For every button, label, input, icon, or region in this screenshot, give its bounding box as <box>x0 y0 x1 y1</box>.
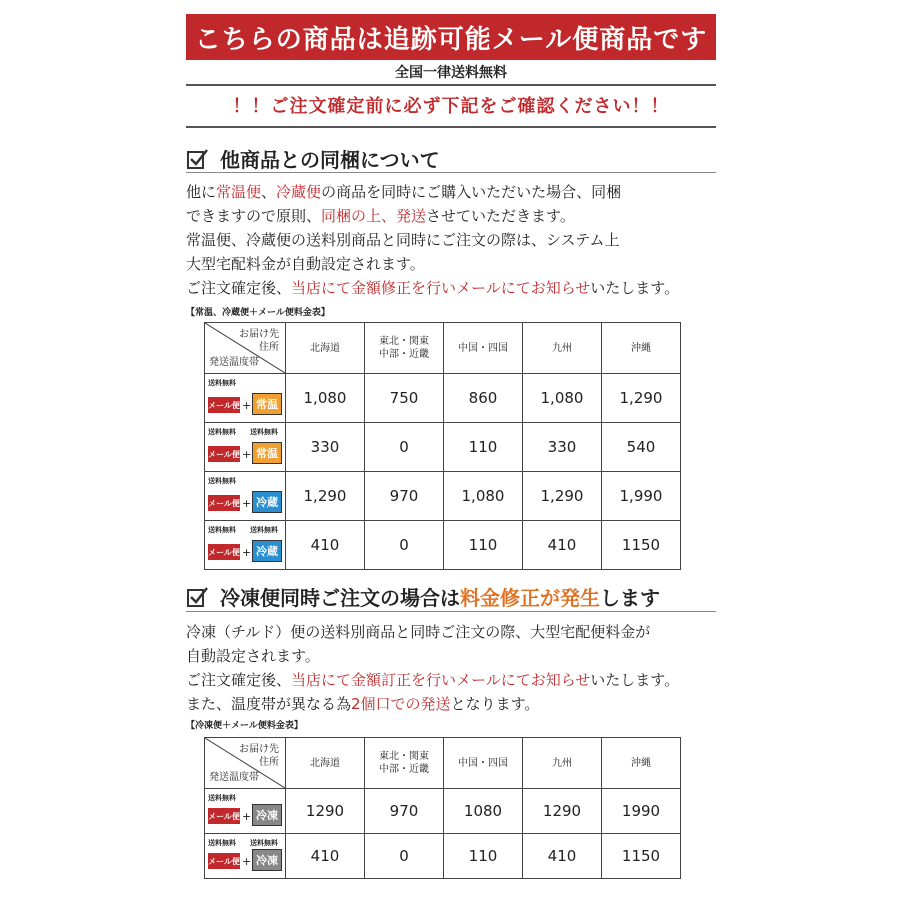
notice-text: ！！ご注文確定前に必ず下記をご確認ください！！ <box>232 96 670 117</box>
fee-cell: 410 <box>523 834 602 879</box>
table2-caption: 【冷凍便＋メール便料金表】 <box>186 721 303 731</box>
temperature-badge: 冷凍 <box>252 804 282 826</box>
plus-sign: + <box>242 399 252 412</box>
divider <box>186 126 716 128</box>
banner-title: こちらの商品は追跡可能メール便商品です <box>186 14 716 60</box>
column-header: 九州 <box>523 738 602 789</box>
fee-cell: 1150 <box>602 834 681 879</box>
corner-destination-label: お届け先 住所 <box>239 744 279 768</box>
fee-cell: 0 <box>365 834 444 879</box>
fee-cell: 1,290 <box>523 472 602 521</box>
table-row <box>205 789 681 834</box>
fee-cell: 410 <box>286 834 365 879</box>
corner-temperature-label: 発送温度帯 <box>209 772 259 783</box>
heading-rule <box>186 611 716 612</box>
fee-cell: 540 <box>602 423 681 472</box>
fee-cell: 1080 <box>444 789 523 834</box>
mail-delivery-badge: メール便 <box>208 495 240 511</box>
temperature-badge: 冷蔵 <box>252 491 282 513</box>
column-header: 東北・関東 中部・近畿 <box>365 738 444 789</box>
fee-cell: 410 <box>286 521 365 570</box>
column-header: 北海道 <box>286 323 365 374</box>
section1-heading-text: 他商品との同梱について <box>220 148 440 172</box>
temperature-badge: 冷凍 <box>252 849 282 871</box>
column-header: 中国・四国 <box>444 323 523 374</box>
row-header-shipping-type <box>205 423 286 472</box>
fee-cell: 330 <box>286 423 365 472</box>
fee-cell: 1,990 <box>602 472 681 521</box>
row-header-shipping-type <box>205 834 286 879</box>
subtitle: 全国一律送料無料 <box>395 65 507 81</box>
temperature-badge: 常温 <box>252 442 282 464</box>
fee-cell: 0 <box>365 521 444 570</box>
column-header: 東北・関東 中部・近畿 <box>365 323 444 374</box>
fee-cell: 1990 <box>602 789 681 834</box>
fee-cell: 410 <box>523 521 602 570</box>
corner-header <box>205 738 286 789</box>
corner-header <box>205 323 286 374</box>
table-row <box>205 374 681 423</box>
divider <box>186 84 716 86</box>
fee-cell: 860 <box>444 374 523 423</box>
fee-table-chilled <box>204 322 681 570</box>
table1-caption: 【常温、冷蔵便＋メール便料金表】 <box>186 308 330 318</box>
fee-table-frozen <box>204 737 681 879</box>
fee-cell: 1,290 <box>602 374 681 423</box>
row-header-shipping-type <box>205 374 286 423</box>
column-header: 沖縄 <box>602 323 681 374</box>
mail-delivery-badge: メール便 <box>208 446 240 462</box>
free-shipping-label: 送料無料 <box>208 379 236 387</box>
fee-cell: 110 <box>444 834 523 879</box>
mail-delivery-badge: メール便 <box>208 544 240 560</box>
fee-cell: 1,080 <box>523 374 602 423</box>
plus-sign: + <box>242 497 252 510</box>
checkbox-check-icon <box>186 147 210 171</box>
section1-paragraph: 他に常温便、冷蔵便の商品を同時にご購入いただいた場合、同梱 できますので原則、同梱の上、発送させていただきます。 常温便、冷蔵便の送料別商品と同時にご注文の際は、システム上 大型宅配料金が自動設定されます。 ご注文確定後、当店にて金額修正を行いメールにてお知らせいたします。 <box>186 183 680 297</box>
fee-cell: 1290 <box>286 789 365 834</box>
column-header: 沖縄 <box>602 738 681 789</box>
free-shipping-label: 送料無料 送料無料 <box>208 428 278 436</box>
table-row <box>205 423 681 472</box>
section2-paragraph: 冷凍（チルド）便の送料別商品と同時ご注文の際、大型宅配便料金が 自動設定されます。 ご注文確定後、当店にて金額訂正を行いメールにてお知らせいたします。 また、温度帯が異なる為2個口での発送となります。 <box>186 623 680 713</box>
mail-delivery-badge: メール便 <box>208 397 240 413</box>
fee-cell: 970 <box>365 789 444 834</box>
plus-sign: + <box>242 448 252 461</box>
fee-cell: 1,290 <box>286 472 365 521</box>
fee-cell: 970 <box>365 472 444 521</box>
heading-rule <box>186 172 716 173</box>
free-shipping-label: 送料無料 送料無料 <box>208 839 278 847</box>
section2-heading: 冷凍便同時ご注文の場合は 料金修正が発生 します <box>186 582 716 611</box>
temperature-badge: 冷蔵 <box>252 540 282 562</box>
temperature-badge: 常温 <box>252 393 282 415</box>
table-row <box>205 834 681 879</box>
plus-sign: + <box>242 810 252 823</box>
free-shipping-label: 送料無料 <box>208 794 236 802</box>
table-row <box>205 472 681 521</box>
free-shipping-label: 送料無料 送料無料 <box>208 526 278 534</box>
free-shipping-label: 送料無料 <box>208 477 236 485</box>
plus-sign: + <box>242 546 252 559</box>
fee-cell: 330 <box>523 423 602 472</box>
row-header-shipping-type <box>205 789 286 834</box>
fee-cell: 110 <box>444 423 523 472</box>
fee-cell: 1,080 <box>444 472 523 521</box>
column-header: 北海道 <box>286 738 365 789</box>
row-header-shipping-type <box>205 521 286 570</box>
plus-sign: + <box>242 855 252 868</box>
fee-cell: 750 <box>365 374 444 423</box>
mail-delivery-badge: メール便 <box>208 808 240 824</box>
fee-cell: 1290 <box>523 789 602 834</box>
row-header-shipping-type <box>205 472 286 521</box>
checkbox-check-icon <box>186 585 210 609</box>
table-row <box>205 521 681 570</box>
column-header: 中国・四国 <box>444 738 523 789</box>
fee-cell: 110 <box>444 521 523 570</box>
section1-heading <box>186 144 716 173</box>
mail-delivery-badge: メール便 <box>208 853 240 869</box>
corner-temperature-label: 発送温度帯 <box>209 357 259 368</box>
fee-cell: 0 <box>365 423 444 472</box>
fee-cell: 1,080 <box>286 374 365 423</box>
corner-destination-label: お届け先 住所 <box>239 329 279 353</box>
column-header: 九州 <box>523 323 602 374</box>
fee-cell: 1150 <box>602 521 681 570</box>
